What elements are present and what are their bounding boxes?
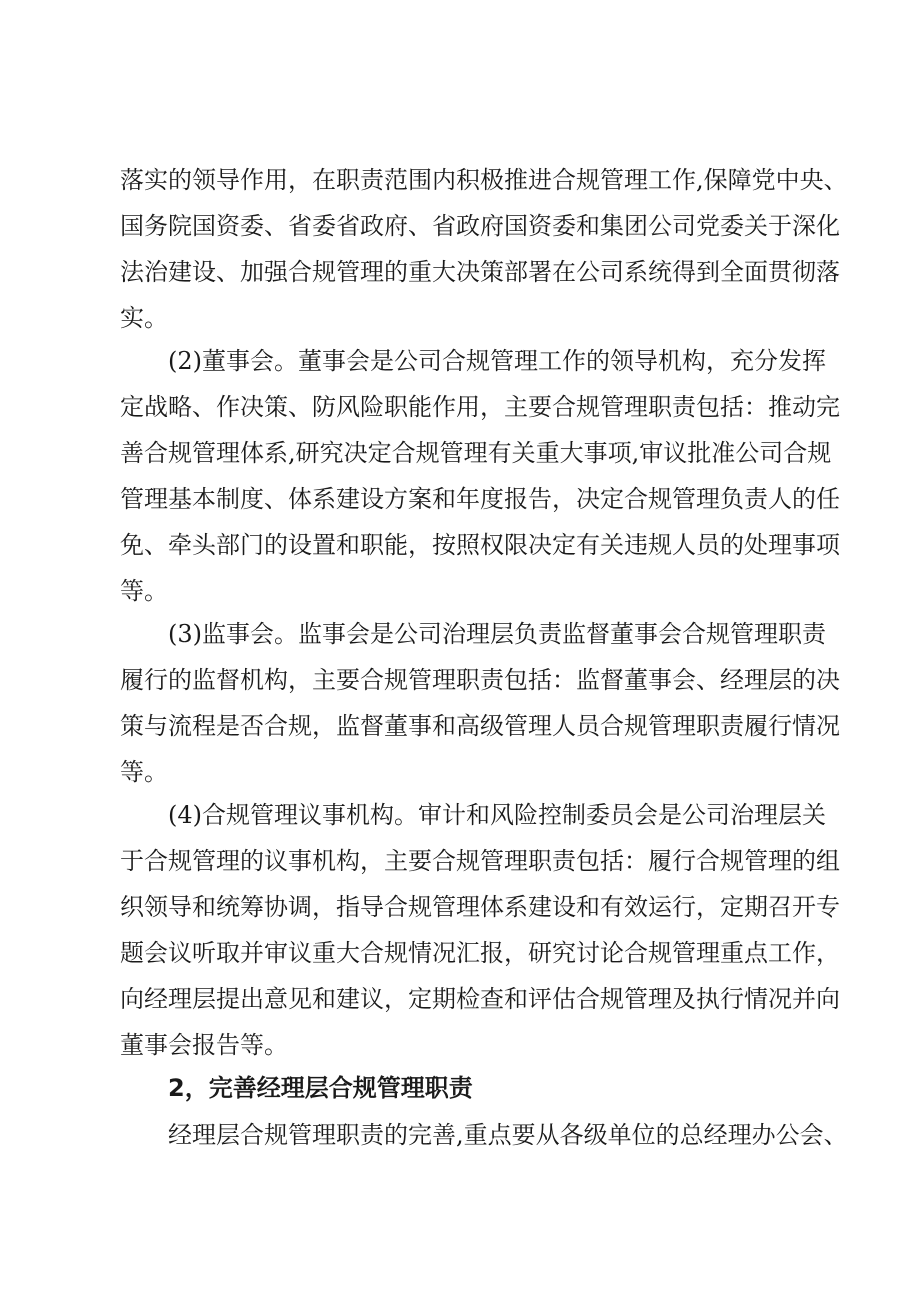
paragraph-4-line-3: 织领导和统筹协调，指导合规管理体系建设和有效运行，定期召开专 <box>120 893 840 921</box>
paragraph-4-line-4: 题会议听取并审议重大合规情况汇报，研究讨论合规管理重点工作， <box>120 939 840 967</box>
section-heading: 2，完善经理层合规管理职责 <box>168 1074 473 1102</box>
paragraph-2-line-3: 善合规管理体系,研究决定合规管理有关重大事项,审议批准公司合规 <box>120 439 832 467</box>
paragraph-1-line-1: 落实的领导作用，在职责范围内积极推进合规管理工作,保障党中央、 <box>120 166 848 194</box>
paragraph-4-line-5: 向经理层提出意见和建议，定期检查和评估合规管理及执行情况并向 <box>120 985 840 1013</box>
paragraph-1-line-4: 实。 <box>120 304 168 332</box>
paragraph-1-line-2: 国务院国资委、省委省政府、省政府国资委和集团公司党委关于深化 <box>120 212 840 240</box>
paragraph-1-line-3: 法治建设、加强合规管理的重大决策部署在公司系统得到全面贯彻落 <box>120 258 840 286</box>
paragraph-3-line-4: 等。 <box>120 758 168 786</box>
paragraph-2-line-5: 免、牵头部门的设置和职能，按照权限决定有关违规人员的处理事项 <box>120 531 840 559</box>
paragraph-3-line-3: 策与流程是否合规，监督董事和高级管理人员合规管理职责履行情况 <box>120 712 840 740</box>
paragraph-2-line-6: 等。 <box>120 577 168 605</box>
paragraph-3-line-2: 履行的监督机构，主要合规管理职责包括：监督董事会、经理层的决 <box>120 666 840 694</box>
paragraph-5-line-1: 经理层合规管理职责的完善,重点要从各级单位的总经理办公会、 <box>168 1121 848 1149</box>
paragraph-2-line-2: 定战略、作决策、防风险职能作用，主要合规管理职责包括：推动完 <box>120 393 840 421</box>
paragraph-4-line-6: 董事会报告等。 <box>120 1031 288 1059</box>
paragraph-2-line-4: 管理基本制度、体系建设方案和年度报告，决定合规管理负责人的任 <box>120 485 840 513</box>
paragraph-2-line-1: (2)董事会。董事会是公司合规管理工作的领导机构，充分发挥 <box>168 347 826 375</box>
paragraph-4-line-2: 于合规管理的议事机构，主要合规管理职责包括：履行合规管理的组 <box>120 847 840 875</box>
paragraph-3-line-1: (3)监事会。监事会是公司治理层负责监督董事会合规管理职责 <box>168 620 826 648</box>
paragraph-4-line-1: (4)合规管理议事机构。审计和风险控制委员会是公司治理层关 <box>168 801 826 829</box>
